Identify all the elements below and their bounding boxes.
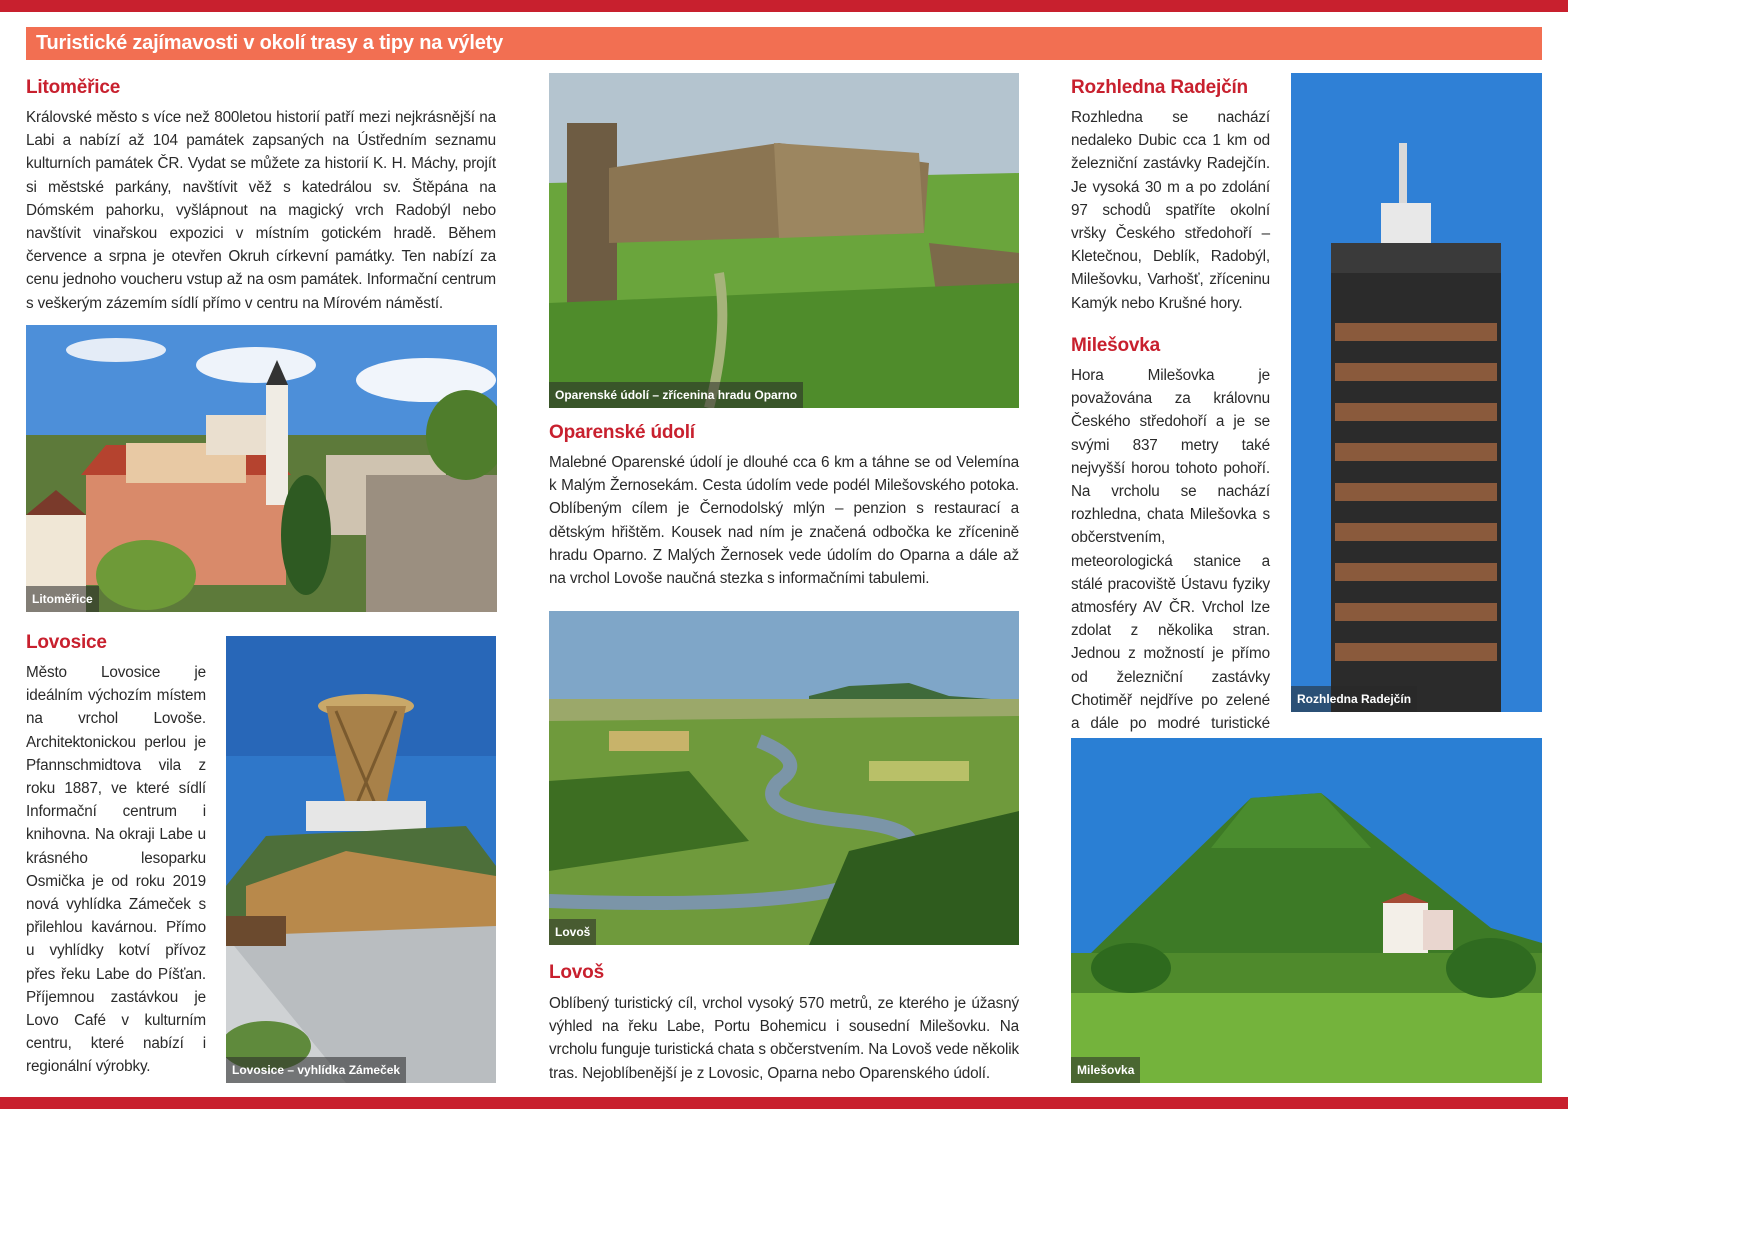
section-banner: Turistické zajímavosti v okolí trasy a tipy na výlety <box>26 27 1542 60</box>
caption-milesovka: Milešovka <box>1071 1057 1140 1083</box>
photo-oparno <box>549 73 1019 408</box>
photo-lovos <box>549 611 1019 945</box>
text-milesovka: Hora Milešovka je považována za královnu Českého středohoří a je se svými 837 metry také nejvyšší horou tohoto pohoří. Na vrcholu se nachází rozhledna, chata Milešovka s občerstvením, meteorologická stanice a stálé pracoviště Ústavu fyziky atmosféry AV ČR. Vrchol lze zdolat z několika stran. Jednou z možností je přímo od železniční zastávky Chotiměř nejdříve po zelené a dále po modré turistické <box>1071 367 1270 733</box>
heading-lovos: Lovoš <box>549 962 604 983</box>
text-lovosice: Město Lovosice je ideálním výchozím místem na vrchol Lovoše. Architektonickou perlou je Pfannschmidtova vila z roku 1887, ve které sídlí Informační centrum i knihovna. Na okraji Labe u krásného lesoparku Osmička je od roku 2019 nová vyhlídka Zámeček s přilehlou kavárnou. Přímo u vyhlídky kotví přívoz přes řeku Labe do Píšťan. Příjemnou zastávkou je Lovo Café v kulturním centru, které nabízí i regionální výrobky. <box>26 664 206 1076</box>
bottom-red-bar <box>0 1097 1568 1109</box>
photo-lovosice-zamecek <box>226 636 496 1083</box>
caption-lovosice: Lovosice – vyhlídka Zámeček <box>226 1057 406 1083</box>
text-radejcin: Rozhledna se nachází nedaleko Dubic cca 1 km od železniční zastávky Radejčín. Je vysoká 30 m a po zdolání 97 schodů spatříte okolní vršky Českého středohoří – Kletečnou, Deblík, Radobýl, Milešovku, Varhošť, zříceninu Kamýk nebo Krušné hory. <box>1071 109 1270 312</box>
caption-litomerice: Litoměřice <box>26 586 99 612</box>
photo-milesovka <box>1071 738 1542 1083</box>
text-litomerice: Královské město s více než 800letou historií patří mezi nejkrásnější na Labi a nabízí až 104 památek zapsaných na Ústředním seznamu kulturních památek ČR. Vydat se můžete za historií K. H. Máchy, projít si městské parkány, navštívit věž s katedrálou sv. Štěpána na Dómském pahorku, vyšlápnout na magický vrch Radobýl nebo navštívit vinařskou expozici v místním gotickém hradě. Během července a srpna je otevřen Okruh církevní památky. Ten nabízí za cenu jednoho voucheru vstup až na osm památek. Informační centrum s veškerým zázemím sídlí přímo v centru na Mírovém náměstí. <box>26 109 496 312</box>
heading-lovosice: Lovosice <box>26 632 107 653</box>
heading-radejcin: Rozhledna Radejčín <box>1071 77 1248 98</box>
caption-oparno: Oparenské údolí – zřícenina hradu Oparno <box>549 382 803 408</box>
caption-radejcin: Rozhledna Radejčín <box>1291 686 1417 712</box>
photo-radejcin <box>1291 73 1542 712</box>
top-red-bar <box>0 0 1568 12</box>
text-lovos: Oblíbený turistický cíl, vrchol vysoký 570 metrů, ze kterého je úžasný výhled na řeku Labe, Portu Bohemicu i sousední Milešovku. Na vrcholu funguje turistická chata s občerstvením. Na Lovoš vede několik tras. Nejoblíbenější je z Lovosic, Oparna nebo Oparenského údolí. <box>549 995 1019 1082</box>
heading-oparno: Oparenské údolí <box>549 422 695 443</box>
heading-milesovka: Milešovka <box>1071 335 1161 356</box>
photo-litomerice <box>26 325 497 612</box>
text-oparno: Malebné Oparenské údolí je dlouhé cca 6 km a táhne se od Velemína k Malým Žernosekám. Cesta údolím vede podél Milešovského potoka. Oblíbeným cílem je Černodolský mlýn – penzion s restaurací a dětským hřištěm. Kousek nad ním je značená odbočka ke zřícenině hradu Oparno. Z Malých Žernosek vede údolím do Oparna a dále až na vrchol Lovoše naučná stezka s informačními tabulemi. <box>549 454 1019 588</box>
heading-litomerice: Litoměřice <box>26 77 121 98</box>
caption-lovos: Lovoš <box>549 919 596 945</box>
